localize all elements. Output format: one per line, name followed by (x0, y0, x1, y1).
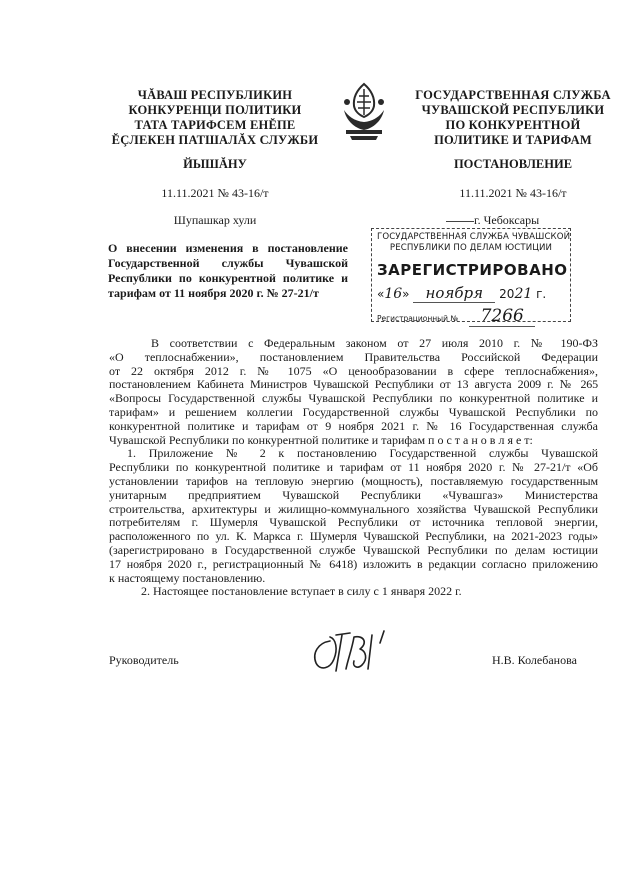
body-line: Республики по конкурентной политике и тарифам от 11 ноября 2020 г. № 27-21/т «Об (109, 460, 598, 475)
header-left-line: ЧĂВАШ РЕСПУБЛИКИН (137, 88, 293, 102)
header-right-line: ГОСУДАРСТВЕННАЯ СЛУЖБА (415, 88, 611, 102)
stamp-year-prefix: 20 (499, 287, 515, 301)
header-right (398, 88, 628, 148)
body-line: постановлением Кабинета Министров Чувашской Республики от 13 августа 2009 г. № 265 (109, 377, 598, 392)
body-line: Чувашской Республики по конкурентной политике и тарифам п о с т а н о в л я е т: (109, 432, 533, 447)
body-line: конкурентной политике и тарифам от 9 ноября 2021 г. № 16 Государственная служба (109, 418, 598, 433)
left-date-number: 11.11.2021 № 43-16/т (161, 186, 269, 200)
stamp-reg-row (377, 306, 565, 327)
left-doc-type: ЙЫШĂНУ (183, 157, 247, 171)
signer-name: Н.В. Колебанова (492, 653, 577, 667)
body-line: расположенного по ул. К. Маркса г. Шумерля Чувашской Республики, на 2021-2023 годы» (109, 529, 598, 544)
stamp-reg-number: 7266 (469, 306, 535, 327)
header-right-line: ЧУВАШСКОЙ РЕСПУБЛИКИ (421, 103, 605, 117)
document-subject (108, 241, 348, 301)
header-right-line: ПО КОНКУРЕНТНОЙ (445, 118, 581, 132)
body-line: (зарегистрировано в Государственной службе Чувашской Республики по делам юстиции (109, 542, 598, 557)
subject-line: тарифам от 11 ноября 2020 г. № 27-21/т (108, 286, 319, 300)
right-city (446, 213, 566, 228)
subject-line: О внесении изменения в постановление (108, 241, 348, 255)
stamp-day: 16 (384, 286, 403, 302)
body-line: «Вопросы Государственной службы Чувашской Республики по конкурентной политике и (109, 391, 598, 406)
handwritten-signature (306, 627, 416, 675)
stamp-month: ноября (413, 284, 495, 303)
right-city-text: г. Чебоксары (474, 213, 540, 227)
body-line: к настоящему постановлению. (109, 570, 266, 585)
body-line: потребителям г. Шумерля Чувашской Республики от источника тепловой энергии, (109, 515, 598, 530)
body-line: от 22 октября 2012 г. № 1075 «О ценообразовании в сфере теплоснабжения», (109, 363, 598, 378)
header-left (100, 88, 330, 148)
header-left-line: ĔÇЛЕКЕН ПАТШАЛĂХ СЛУЖБИ (111, 133, 319, 147)
body-line: 2. Настоящее постановление вступает в силу с 1 января 2022 г. (141, 584, 462, 599)
stamp-reg-label: Регистрационный № (377, 314, 459, 323)
stamp-year-suffix: 21 (514, 286, 533, 302)
stamp-line2: РЕСПУБЛИКИ ПО ДЕЛАМ ЮСТИЦИИ (389, 243, 553, 253)
body-line: 17 ноября 2020 г., регистрационный № 6418) изложить в редакции согласно приложению (109, 556, 598, 571)
body-line: тарифам» и решением коллегии Государственной службы Чувашской Республики по (109, 404, 598, 419)
subject-line: Республики по конкурентной политике и (108, 271, 348, 285)
header-left-line: КОНКУРЕНЦИ ПОЛИТИКИ (128, 103, 302, 117)
right-date-number: 11.11.2021 № 43-16/т (459, 186, 567, 200)
body-line: В соответствии с Федеральным законом от 27 июля 2010 г. № 190-ФЗ (151, 336, 598, 350)
body-line: «О теплоснабжении», постановлением Правительства Российской Федерации (109, 349, 598, 364)
right-doc-type: ПОСТАНОВЛЕНИЕ (453, 157, 573, 171)
body-line: 1. Приложение № 2 к постановлению Государственной службы Чувашской (127, 446, 598, 461)
stamp-date-row: «16» ноября 2021 г. (377, 284, 547, 302)
signer-position: Руководитель (109, 653, 179, 667)
emblem-logo (336, 80, 392, 142)
stamp-line1: ГОСУДАРСТВЕННАЯ СЛУЖБА ЧУВАШСКОЙ (377, 232, 571, 242)
body-line: унитарным предприятием Чувашской Республики «Чувашгаз» Министерства (109, 487, 598, 502)
document-body (109, 337, 598, 599)
header-right-line: ПОЛИТИКЕ И ТАРИФАМ (434, 133, 592, 147)
stamp-year-end: г. (536, 287, 547, 301)
subject-line: Государственной службы Чувашской (108, 256, 348, 270)
left-city: Шупашкар хули (173, 213, 257, 227)
body-line: строительства, архитектуры и жилищно-коммунального хозяйства Чувашской Республики (109, 501, 598, 516)
registration-stamp (371, 228, 571, 326)
body-line: установлении тарифов на тепловую энергию (мощность), поставляемую государственным (109, 473, 598, 488)
header-left-line: ТАТА ТАРИФСЕМ ЕНĔПЕ (134, 118, 296, 132)
stamp-status: ЗАРЕГИСТРИРОВАНО (377, 261, 568, 279)
